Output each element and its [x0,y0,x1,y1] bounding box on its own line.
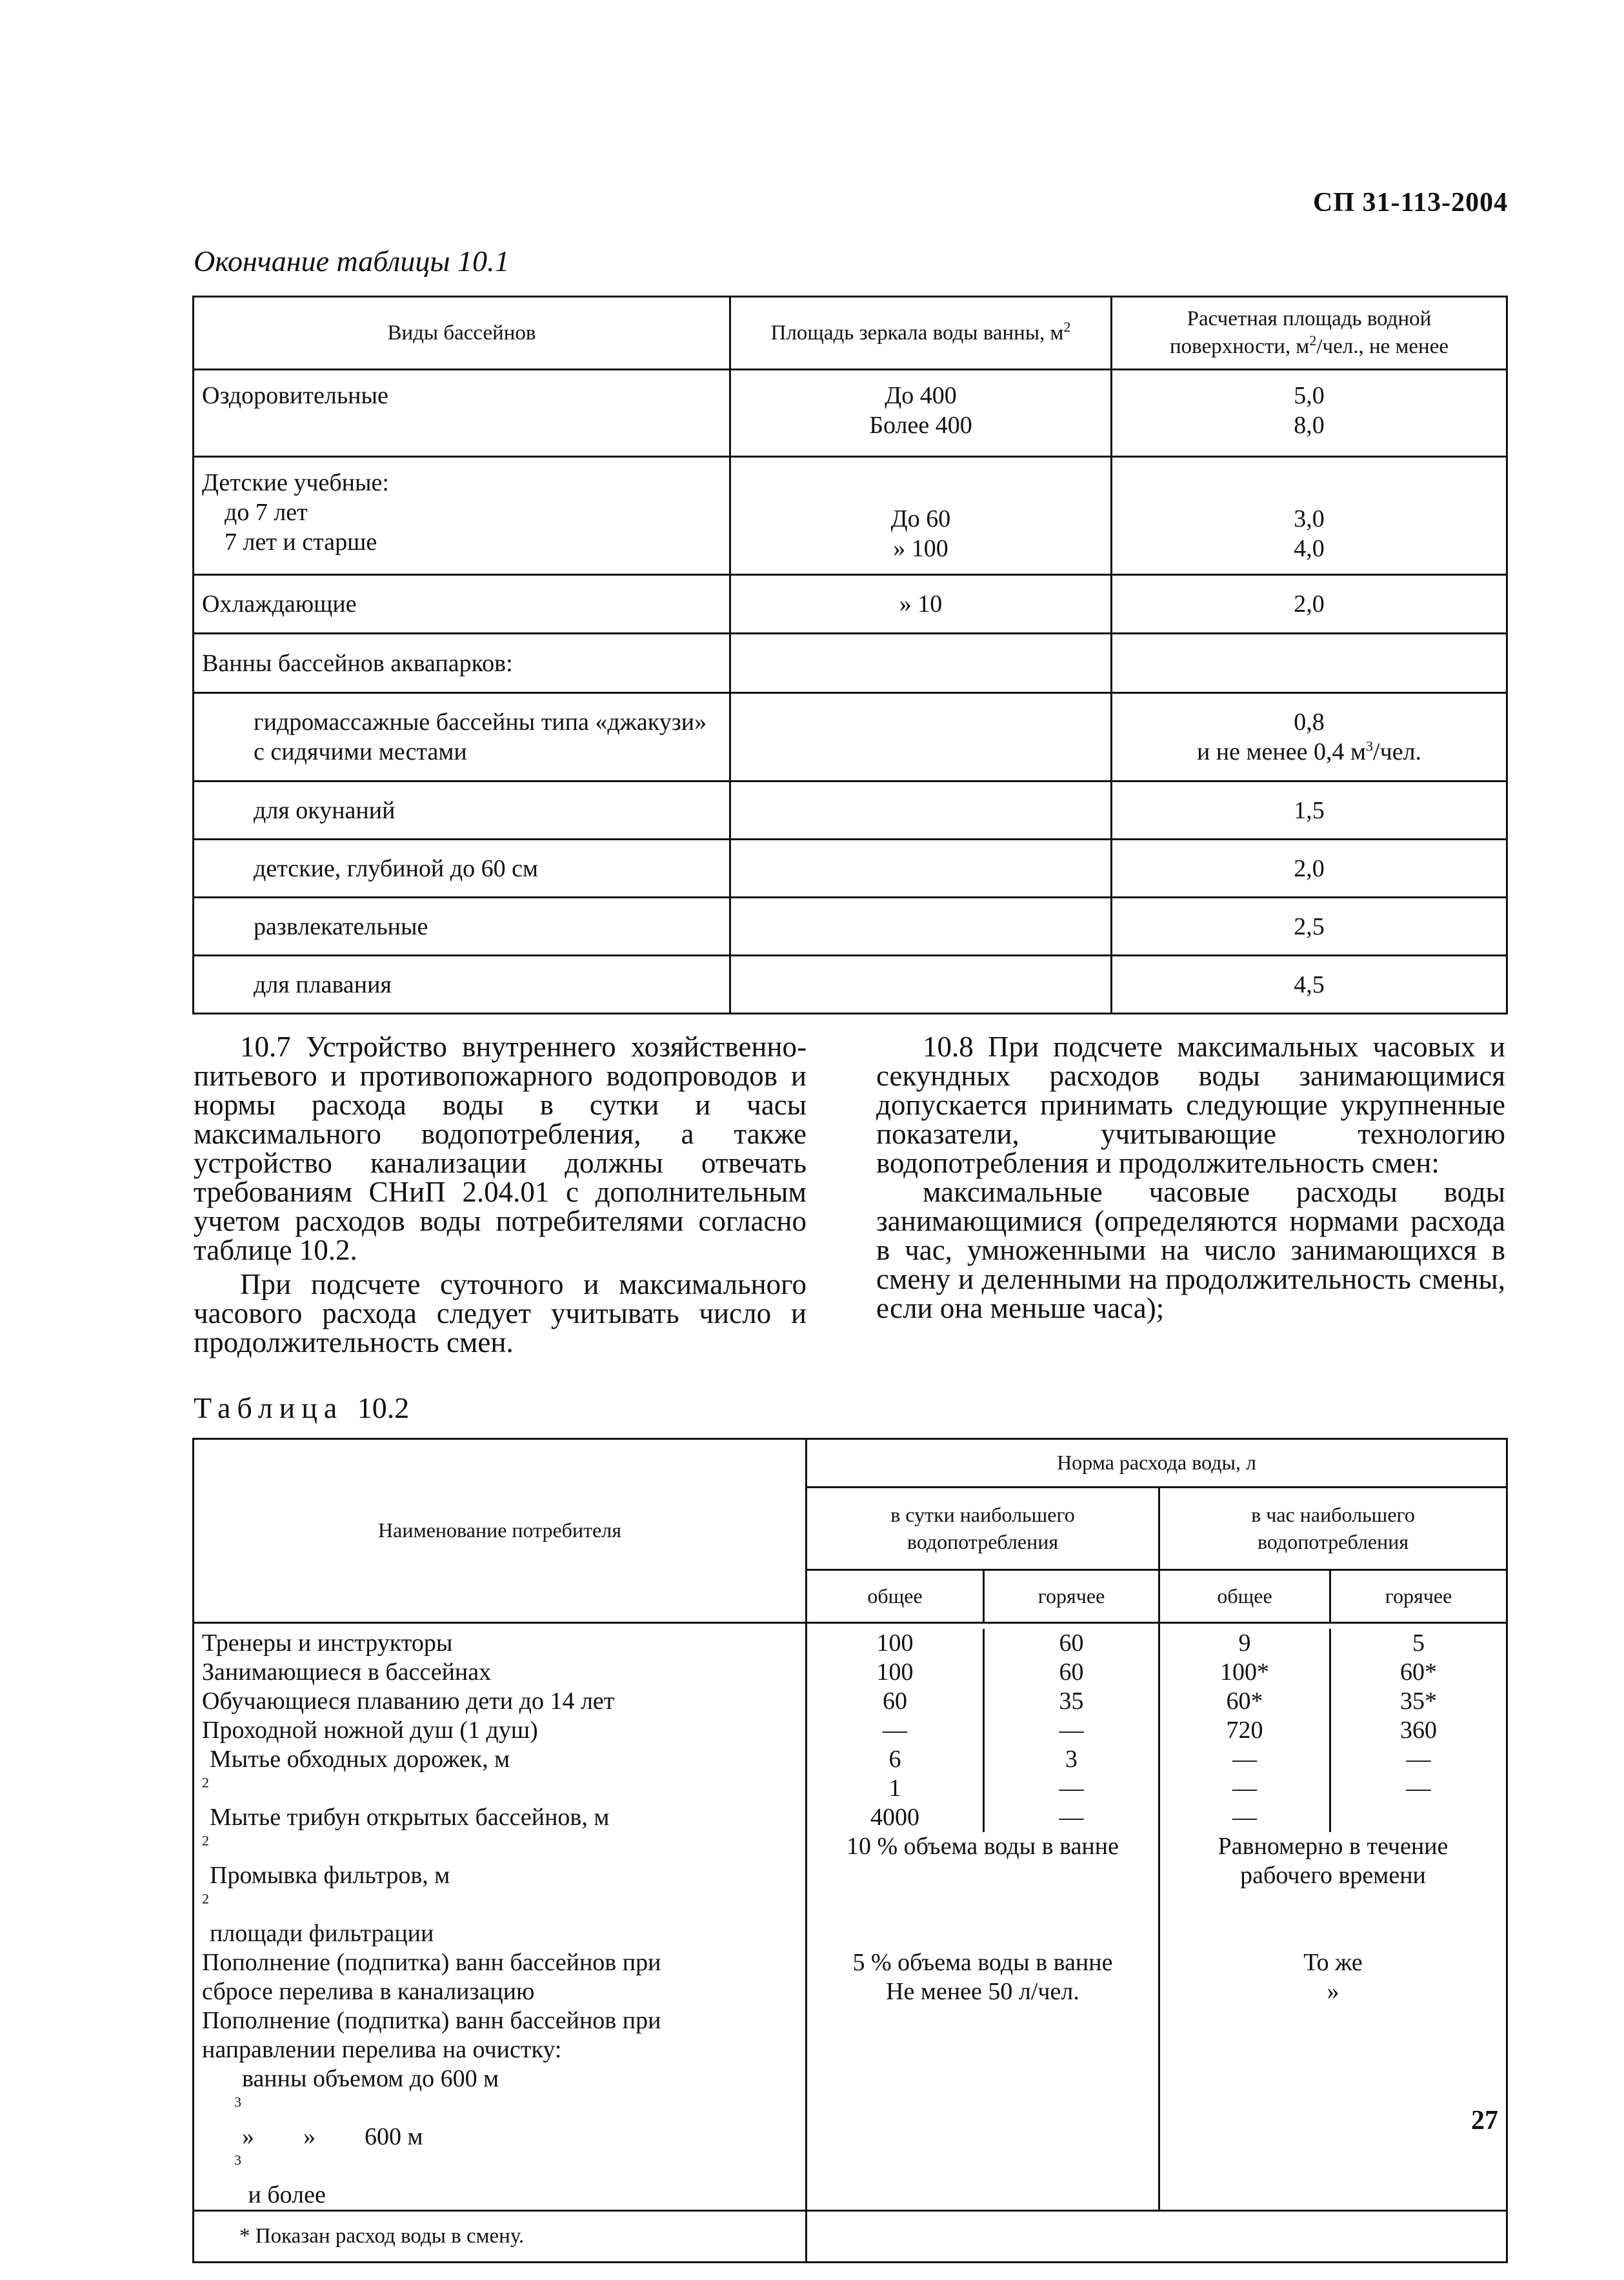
header-per-hour: в час наибольшего водопотребления [1159,1488,1507,1570]
consumer-name: сбросе перелива в канализацию [202,1978,535,2005]
consumer-name: Пополнение (подпитка) ванн бассейнов при [202,1949,661,1976]
cell-value: 5 [1412,1629,1425,1657]
cell-area: До 60 [890,505,951,532]
consumer-name: Промывка фильтров, м $^2$ площади фильтрации [202,1862,450,1947]
cell-value [1331,1803,1506,1832]
table-row [194,693,1507,782]
cell-name: с сидячими местами [254,738,467,765]
cell-value: 720 [1226,1717,1263,1744]
pool-type-health: Оздоровительные [202,382,388,409]
document-code: СП 31-113-2004 [1313,188,1509,217]
table-footnote-row [194,2211,1507,2263]
cell-value: 35* [1400,1688,1438,1715]
page-number: 27 [1471,2106,1498,2135]
table-row [194,782,1507,840]
consumer-list [194,1623,807,2211]
cell-value: 8,0 [1294,412,1325,439]
cell-value: — [1059,1775,1084,1802]
cell-value: — [1232,1804,1258,1831]
cell-name: для окунаний [254,796,396,824]
table-10-1-caption: Окончание таблицы 10.1 [194,245,510,277]
cell-value: — [1406,1746,1431,1773]
cell-area: До 400 [885,382,957,409]
merged-hour-note-1b: рабочего времени [1240,1862,1426,1889]
paragraph-10-7: 10.7 Устройство внутреннего хозяйственно-питьевого и противопожарного водопроводов и нормы расхода воды в сутки и часы максимального водопотребления, а также устройство канализации должны отвечать требованиям СНиП 2.04.01 с дополнительным учетом расходов воды потребителями согласно таблице 10.2. [194,1031,807,1266]
cell-value: 0,8 [1294,709,1325,736]
table-10-1 [192,296,1508,1014]
cell-value: 3,0 [1294,505,1325,532]
cell-value: 60 [882,1688,907,1715]
header-hour-total: общее [1159,1570,1330,1623]
cell-value: 4,5 [1294,971,1325,998]
cell-value: 35 [1059,1688,1084,1715]
table-row [194,840,1507,898]
table-10-2-caption: Таблица 10.2 [194,1391,410,1424]
table-header-row [194,297,1507,370]
consumer-name: Мытье трибун открытых бассейнов, м $^2$ [202,1804,610,1849]
merged-day-note-1: 10 % объема воды в ванне [847,1833,1119,1860]
table-row [194,634,1507,693]
cell-value: 9 [1238,1629,1251,1657]
text-column-left [194,1033,807,1357]
cell-value: 60* [1400,1659,1438,1686]
cell-name: развлекательные [254,913,428,940]
cell-value: — [1406,1775,1431,1802]
hour-total-column [1160,1629,1329,1832]
header-hour-hot: горячее [1330,1570,1507,1623]
cell-value: 360 [1400,1717,1438,1744]
cell-value: 100 [876,1629,914,1657]
table-10-2 [192,1438,1508,2263]
cell-value: 100* [1220,1659,1270,1686]
cell-name: гидромассажные бассейны типа «джакузи» [254,709,707,736]
cell-value: 4000 [870,1804,919,1831]
consumer-name: ванны объемом до 600 м $^3$ [234,2065,499,2110]
table-row [194,956,1507,1014]
cell-value: — [1059,1717,1084,1744]
table-body-row [194,1623,1507,2211]
paragraph-10-8-continued: максимальные часовые расходы воды занимающимися (определяются нормами расхода в час, умноженными на число занимающихся в смену и деленными на продолжительность смены, если она меньше часа); [876,1176,1505,1324]
table-row [194,457,1507,575]
header-day-total: общее [807,1570,984,1623]
table-row [194,575,1507,634]
pool-type-aquapark: Ванны бассейнов аквапарков: [202,649,513,677]
header-day-hot: горячее [984,1570,1159,1623]
consumer-name: Тренеры и инструкторы [202,1629,453,1657]
cell-value: 2,0 [1294,854,1325,882]
per-day-values [807,1623,1159,2211]
cell-value: 2,0 [1294,590,1325,618]
cell-value: 6 [888,1746,901,1773]
cell-value: 3 [1065,1746,1078,1773]
merged-hour-note-1a: Равномерно в течение [1218,1833,1449,1860]
table-header-row [194,1439,1507,1488]
cell-value: 60 [1059,1629,1084,1657]
per-hour-values [1159,1623,1507,2211]
text-column-right [876,1033,1505,1323]
header-consumer: Наименование потребителя [194,1439,807,1623]
consumer-name: Проходной ножной душ (1 душ) [202,1717,538,1744]
cell-value: — [882,1717,907,1744]
consumer-name: Обучающиеся плаванию дети до 14 лет [202,1688,615,1715]
header-pool-types: Виды бассейнов [194,297,730,370]
pool-type-children: Детские учебные: [202,469,389,496]
day-total-column [807,1629,983,1832]
cell-value: 5,0 [1294,382,1325,409]
consumer-name: Мытье обходных дорожек, м $^2$ [202,1746,510,1791]
footnote: * Показан расход воды в смену. [194,2211,807,2263]
cell-value: 60 [1059,1659,1084,1686]
consumer-name: Занимающиеся в бассейнах [202,1659,492,1686]
cell-value: 2,5 [1294,913,1325,940]
cell-area: Более 400 [869,412,972,439]
cell-name: для плавания [254,971,392,998]
cell-name: детские, глубиной до 60 см [254,854,539,882]
header-water-area: Площадь зеркала воды ванны, $м^2$ [730,297,1112,370]
cell-value: — [1232,1775,1258,1802]
cell-value: 100 [876,1659,914,1686]
cell-area: » 100 [893,535,948,562]
cell-value: — [1059,1804,1084,1831]
cell-value: 60* [1226,1688,1263,1715]
merged-day-note-2b: Не менее 50 л/чел. [886,1978,1079,2005]
cell-name: до 7 лет [225,499,308,526]
paragraph-10-8: 10.8 При подсчете максимальных часовых и секундных расходов воды занимающимися допускается принимать следующие укрупненные показатели, учитывающие технологию водопотребления и продолжительность смен: [876,1031,1505,1179]
paragraph-10-7-continued: При подсчете суточного и максимального часового расхода следует учитывать число и продолжительность смен. [194,1268,807,1358]
day-hot-column [983,1629,1158,1832]
header-design-area: Расчетная площадь водной поверхности, $м^2$/чел., не менее [1112,297,1507,370]
consumer-name: » » 600 м $^3$ и более [234,2123,423,2208]
cell-name: 7 лет и старше [225,529,377,556]
merged-hour-note-2a: То же [1303,1949,1363,1976]
merged-hour-note-2b: » [1327,1978,1339,2005]
cell-area: » 10 [899,590,943,618]
table-row [194,898,1507,956]
hour-hot-column [1329,1629,1506,1832]
consumer-name: Пополнение (подпитка) ванн бассейнов при [202,2007,661,2034]
table-row [194,370,1507,457]
header-norm: Норма расхода воды, л [807,1439,1507,1488]
pool-type-cooling: Охлаждающие [202,590,357,618]
consumer-name: направлении перелива на очистку: [202,2036,562,2063]
merged-day-note-2a: 5 % объема воды в ванне [852,1949,1113,1976]
cell-value: 1,5 [1294,796,1325,824]
cell-value: и не менее 0,4 $м^3$/чел. [1196,738,1422,765]
cell-value: 1 [888,1775,901,1802]
cell-value: 4,0 [1294,535,1325,562]
header-per-day: в сутки наибольшего водопотребления [807,1488,1159,1570]
cell-value: — [1232,1746,1258,1773]
